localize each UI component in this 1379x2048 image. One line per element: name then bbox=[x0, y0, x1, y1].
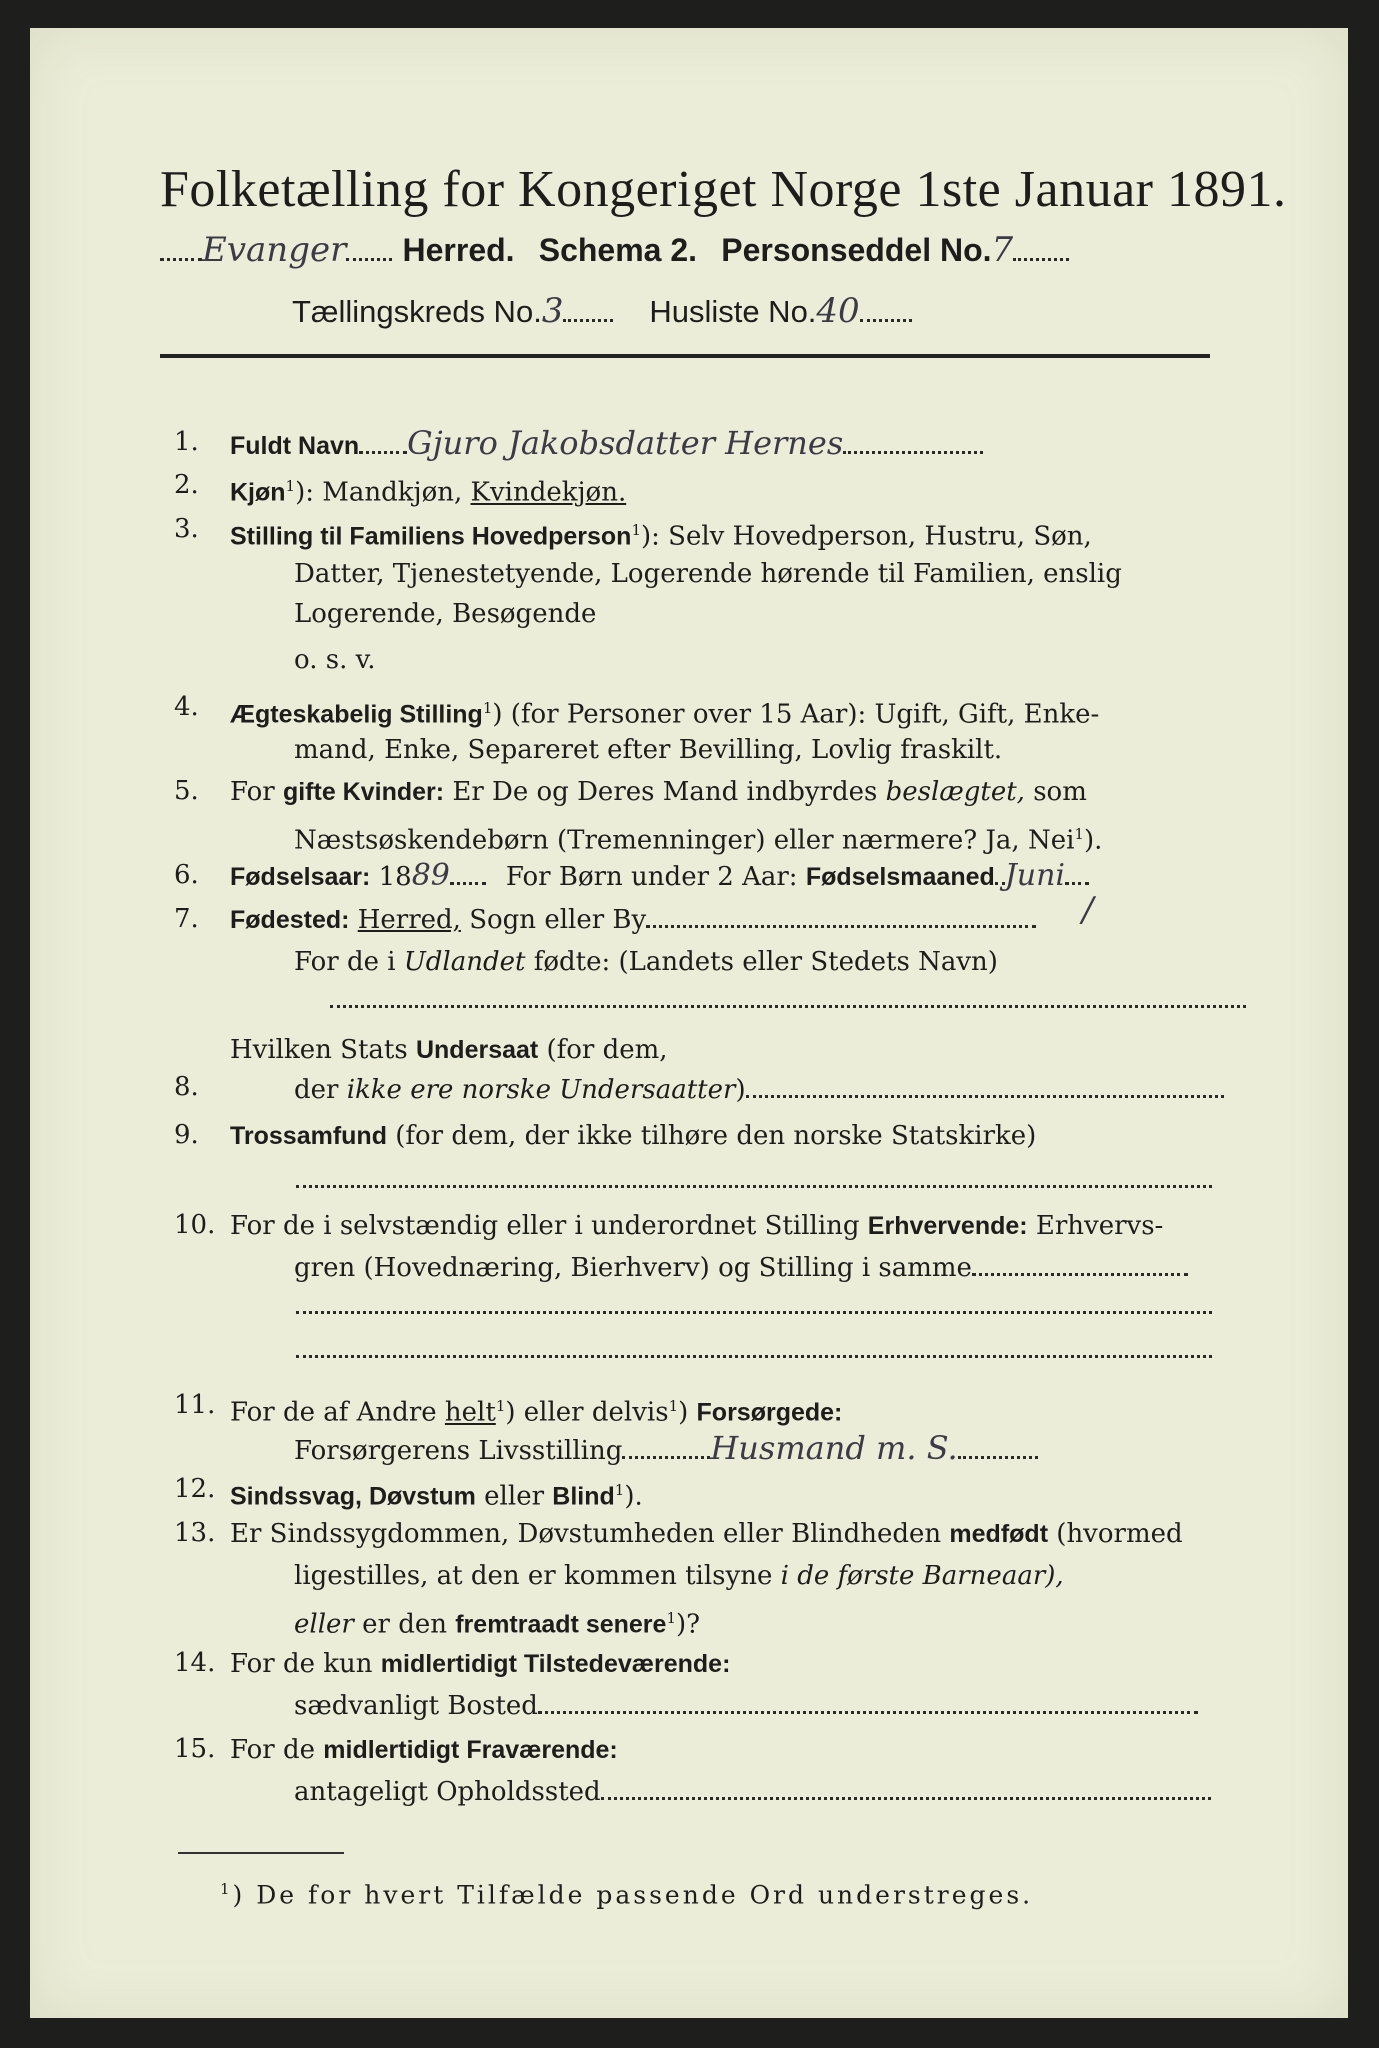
item-10-line-2 bbox=[294, 1250, 1188, 1286]
birth-year-value: 89 bbox=[411, 858, 450, 893]
abroad-text-c: fødte: (Landets eller Stedets Navn) bbox=[525, 947, 998, 977]
footnote-marker: 1 bbox=[631, 521, 641, 539]
temp-absent-label: midlertidigt Fraværende: bbox=[323, 1736, 618, 1764]
congenital-term: i de første Barneaar), bbox=[780, 1561, 1064, 1591]
supported-selected: helt bbox=[444, 1397, 496, 1428]
religion-label: Trossamfund bbox=[230, 1122, 387, 1150]
item-number: 15. bbox=[174, 1734, 216, 1764]
disability-text-b: ). bbox=[624, 1481, 643, 1512]
family-position-text: ): Selv Hovedperson, Hustru, Søn, bbox=[641, 521, 1092, 552]
item-5-line-2: Næstsøskendebørn (Tremenninger) eller nærmere? Ja, Nei$^1$). bbox=[294, 825, 1103, 856]
item-11-line-2 bbox=[294, 1430, 1038, 1469]
item-number: 10. bbox=[174, 1210, 216, 1240]
later-onset-label: fremtraadt senere bbox=[455, 1610, 667, 1639]
item-3-line-4: o. s. v. bbox=[294, 645, 376, 675]
item-14-line-2 bbox=[294, 1688, 1198, 1724]
congenital-text-a: Er Sindssygdommen, Døvstumheden eller Blindheden bbox=[230, 1519, 950, 1549]
dot-leader bbox=[1065, 860, 1089, 885]
item-number: 9. bbox=[174, 1120, 199, 1150]
probable-residence-text: antageligt Opholdssted bbox=[294, 1777, 601, 1807]
item-3-line-1 bbox=[230, 512, 1092, 555]
item-3-line-2: Datter, Tjenestetyende, Logerende hørende til Familien, enslig bbox=[294, 559, 1122, 589]
dot-leader bbox=[359, 429, 407, 454]
religion-text: (for dem, der ikke tilhøre den norske Statskirke) bbox=[386, 1121, 1037, 1151]
congenital-text-c: ligestilles, at den er kommen tilsyne bbox=[294, 1561, 781, 1591]
item-number: 6. bbox=[174, 860, 199, 890]
footnote-marker: 1 bbox=[285, 477, 296, 495]
item-4-line-1 bbox=[230, 690, 1099, 733]
birthplace-value: / bbox=[1082, 890, 1094, 930]
dot-leader bbox=[972, 1251, 1188, 1276]
birthplace-label: Fødested: bbox=[230, 906, 350, 934]
dot-leader bbox=[958, 1434, 1038, 1459]
item-8-line-2: der ikke ere norske Undersaatter) bbox=[294, 1072, 1224, 1108]
birth-year-prefix: 18 bbox=[370, 862, 412, 892]
occupation-text-a: For de i selvstændig eller i underordnet Stilling bbox=[230, 1211, 868, 1241]
herred-label: Herred. bbox=[402, 232, 515, 268]
kreds-line bbox=[292, 290, 912, 333]
husliste-label: Husliste No. bbox=[649, 294, 817, 329]
full-name-label: Fuldt Navn bbox=[230, 432, 360, 460]
item-6 bbox=[230, 858, 1089, 895]
item-15-line-1 bbox=[230, 1732, 618, 1768]
birth-month-label: Fødselsmaaned bbox=[805, 863, 995, 891]
footnote-text: ) De for hvert Tilfælde passende Ord understreges. bbox=[232, 1880, 1034, 1910]
supported-text-a: For de af Andre bbox=[230, 1397, 445, 1428]
congenital-text-b: (hvormed bbox=[1048, 1519, 1183, 1549]
dot-leader bbox=[646, 903, 1036, 928]
religion-fill-line bbox=[296, 1184, 1212, 1188]
husliste-value: 40 bbox=[816, 291, 860, 331]
dot-leader bbox=[563, 297, 613, 322]
item-5-text-end: som bbox=[1024, 777, 1087, 807]
occupation-fill-line bbox=[296, 1310, 1212, 1314]
personseddel-value: 7 bbox=[991, 230, 1014, 270]
supported-text-c: ) eller delvis bbox=[505, 1397, 669, 1428]
item-11-line-1 bbox=[230, 1388, 842, 1431]
item-number: 8. bbox=[174, 1072, 199, 1102]
form-title: Folketælling for Kongeriget Norge 1ste Januar 1891. bbox=[160, 161, 1287, 218]
temp-present-label: midlertidigt Tilstedeværende: bbox=[380, 1650, 731, 1678]
item-13-line-1 bbox=[230, 1516, 1183, 1552]
dot-leader bbox=[843, 429, 983, 454]
item-number: 13. bbox=[174, 1518, 216, 1548]
footnote-marker: 1 bbox=[220, 1880, 233, 1898]
sex-options-text: ): Mandkjøn, bbox=[295, 477, 471, 508]
item-number: 12. bbox=[174, 1474, 216, 1504]
item-number: 4. bbox=[174, 692, 199, 722]
item-number: 11. bbox=[174, 1390, 216, 1420]
item-10-line-1 bbox=[230, 1208, 1163, 1244]
kreds-value: 3 bbox=[541, 291, 564, 331]
item-2 bbox=[230, 468, 626, 511]
blind-label: Blind bbox=[552, 1482, 615, 1511]
citizenship-text-c: der bbox=[294, 1075, 347, 1105]
congenital-text-d: er den bbox=[353, 1609, 456, 1640]
item-number: 7. bbox=[174, 904, 199, 934]
citizenship-label: Undersaat bbox=[415, 1036, 539, 1064]
marital-status-label: Ægteskabelig Stilling bbox=[230, 700, 483, 729]
occupation-label: Erhvervende: bbox=[867, 1212, 1028, 1240]
dot-leader bbox=[601, 1775, 1211, 1800]
occupation-text-c: gren (Hovednæring, Bierhverv) og Stilling i samme bbox=[294, 1253, 972, 1283]
item-number: 5. bbox=[174, 776, 199, 806]
disability-text-a: eller bbox=[475, 1481, 553, 1512]
dot-leader bbox=[160, 236, 202, 261]
dot-leader bbox=[450, 860, 486, 885]
kreds-label: Tællingskreds No. bbox=[292, 294, 542, 329]
item-13-line-3 bbox=[294, 1600, 700, 1643]
occupation-text-b: Erhvervs- bbox=[1027, 1211, 1164, 1241]
item-5-line-1 bbox=[230, 774, 1087, 810]
family-position-label: Stilling til Familiens Hovedperson bbox=[230, 522, 632, 551]
abroad-text-a: For de i bbox=[294, 947, 404, 977]
abroad-term: Udlandet bbox=[403, 947, 526, 977]
birthplace-text: Sogn eller By bbox=[460, 905, 647, 935]
occupation-fill-line bbox=[296, 1354, 1212, 1358]
schema-label: Schema 2. bbox=[538, 232, 698, 268]
item-7-line-1 bbox=[230, 902, 1036, 938]
sex-selected: Kvindekjøn. bbox=[470, 477, 627, 508]
personseddel-label: Personseddel No. bbox=[721, 232, 992, 268]
birth-year-label: Fødselsaar: bbox=[230, 863, 371, 891]
footnote-marker: 1 bbox=[495, 1397, 506, 1415]
herred-value: Evanger bbox=[202, 230, 347, 270]
citizenship-text-b: (for dem, bbox=[538, 1035, 668, 1065]
dot-leader bbox=[622, 1434, 710, 1459]
birth-month-value: Juni bbox=[1004, 858, 1066, 893]
item-7-line-2 bbox=[294, 944, 998, 980]
item-15-line-2 bbox=[294, 1774, 1211, 1810]
dot-leader bbox=[746, 1073, 1224, 1098]
supported-label: Forsørgede: bbox=[696, 1398, 843, 1427]
usual-residence-text: sædvanligt Bosted bbox=[294, 1691, 538, 1721]
item-number: 3. bbox=[174, 514, 199, 544]
full-name-value: Gjuro Jakobsdatter Hernes bbox=[407, 424, 844, 462]
married-women-label: gifte Kvinder: bbox=[282, 778, 445, 806]
item-number: 1. bbox=[174, 427, 199, 457]
marital-status-text: ) (for Personer over 15 Aar): Ugift, Gift, Enke- bbox=[492, 699, 1100, 730]
item-5-question: Næstsøskendebørn (Tremenninger) eller nærmere? Ja, Nei bbox=[294, 825, 1075, 856]
item-13-line-2 bbox=[294, 1558, 1064, 1594]
disability-label: Sindssvag, Døvstum bbox=[230, 1482, 476, 1511]
item-14-line-1 bbox=[230, 1646, 730, 1682]
footnote-marker: 1 bbox=[614, 1481, 625, 1499]
item-9 bbox=[230, 1118, 1036, 1154]
sex-label: Kjøn bbox=[230, 478, 286, 507]
congenital-text-e: )? bbox=[676, 1609, 701, 1640]
item-8-line-1 bbox=[230, 1032, 668, 1068]
footnote-marker: 1 bbox=[668, 1397, 679, 1415]
item-12 bbox=[230, 1472, 643, 1515]
citizenship-term: ikke ere norske Undersaatter bbox=[346, 1075, 736, 1105]
item-number: 2. bbox=[174, 470, 199, 500]
dot-leader bbox=[346, 236, 392, 261]
footnote bbox=[220, 1880, 1033, 1909]
item-5-text: Er De og Deres Mand indbyrdes bbox=[444, 777, 886, 807]
related-term: beslægtet, bbox=[885, 777, 1025, 807]
congenital-label: medfødt bbox=[949, 1520, 1049, 1548]
dot-leader bbox=[538, 1689, 1198, 1714]
provider-occupation-text: Forsørgerens Livsstilling bbox=[294, 1436, 623, 1466]
footnote-marker: 1 bbox=[1074, 825, 1084, 843]
temp-present-text: For de kun bbox=[230, 1649, 381, 1679]
dot-leader bbox=[1013, 236, 1069, 261]
footnote-divider bbox=[178, 1852, 344, 1854]
congenital-or: eller bbox=[294, 1609, 354, 1640]
birth-month-text: For Børn under 2 Aar: bbox=[505, 862, 806, 892]
provider-occupation-value: Husmand m. S. bbox=[710, 1429, 958, 1467]
footnote-marker: 1 bbox=[482, 699, 493, 717]
herred-line bbox=[160, 228, 1069, 272]
dot-leader bbox=[995, 860, 1005, 885]
birthplace-selected: Herred, bbox=[357, 905, 461, 935]
item-4-line-2: mand, Enke, Separeret efter Bevilling, Lovlig fraskilt. bbox=[294, 735, 1003, 765]
temp-absent-text: For de bbox=[230, 1735, 324, 1765]
footnote-marker: 1 bbox=[666, 1609, 676, 1627]
supported-text-d: ) bbox=[678, 1397, 697, 1428]
item-1 bbox=[230, 425, 983, 464]
item-5-pre: For bbox=[230, 777, 283, 807]
abroad-fill-line bbox=[330, 1004, 1246, 1008]
dot-leader bbox=[860, 297, 912, 322]
item-3-line-3: Logerende, Besøgende bbox=[294, 599, 597, 629]
item-number: 14. bbox=[174, 1648, 216, 1678]
citizenship-text-a: Hvilken Stats bbox=[230, 1035, 416, 1065]
header-divider bbox=[160, 354, 1210, 358]
